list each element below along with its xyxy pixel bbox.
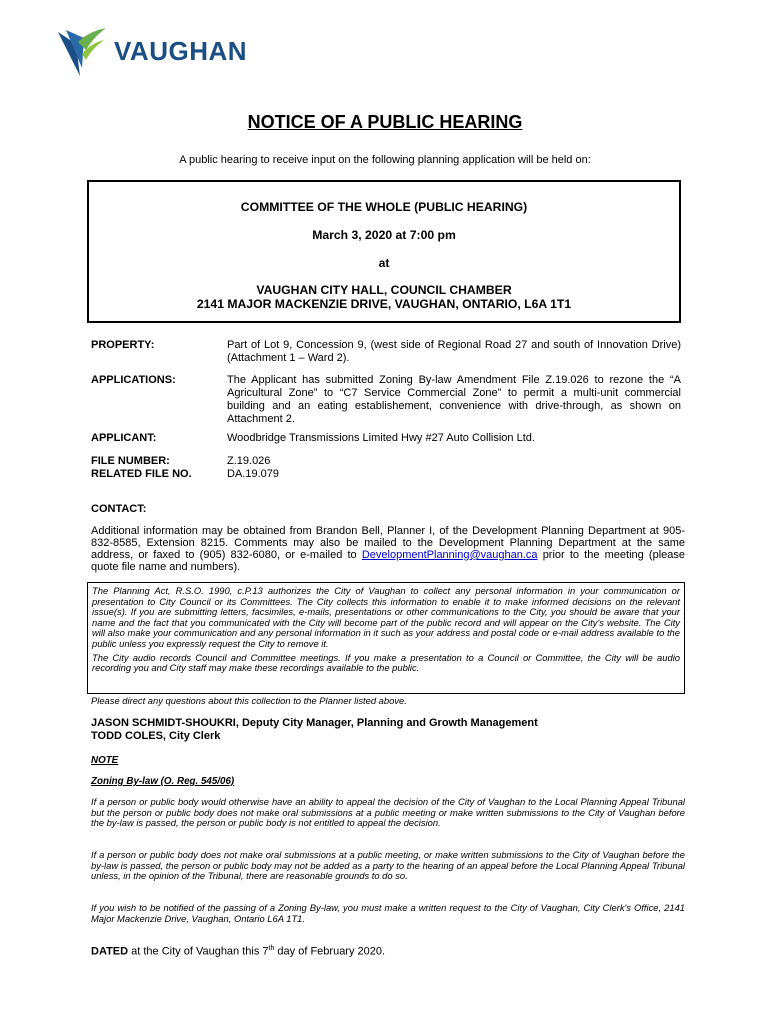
property-value: Part of Lot 9, Concession 9, (west side of Regional Road 27 and south of Innovation Drive) (Attachment 1 – Ward 2). [227, 339, 681, 364]
contact-text [91, 525, 685, 573]
dated-text-2: day of February 2020. [274, 945, 386, 958]
vaughan-logo-mark-icon [56, 24, 112, 80]
applicant-value: Woodbridge Transmissions Limited Hwy #27 Auto Collision Ltd. [227, 432, 535, 444]
committee-name: COMMITTEE OF THE WHOLE (PUBLIC HEARING) [240, 200, 528, 214]
zoning-bylaw-heading: Zoning By-law (O. Reg. 545/06) [91, 776, 235, 787]
related-file-label: RELATED FILE NO. [91, 468, 192, 480]
applications-value: The Applicant has submitted Zoning By-law Amendment File Z.19.026 to rezone the “A Agricultural Zone” to “C7 Service Commercial Zone” to permit a multi-unit commercial building and an eating establishement, convenience with drive-through, as shown on Attachment 2. [227, 374, 681, 425]
vaughan-logo [56, 24, 256, 80]
privacy-paragraph-1: The Planning Act, R.S.O. 1990, c.P.13 authorizes the City of Vaughan to collect any personal information in your communication or presentation to City Council or its Committees. The City collects this information to enable it to make informed decisions on the relevant issue(s). If you are submitting letters, facsimiles, e-mails, presentations or other communications to the City, you should be aware that your name and the fact that you communicated with the City will become part of the public record and will appear on the City's website. The City will also make your communication and any personal information in it such as your address and postal code or e-mail address available to the public unless you expressly request the City to remove it. [92, 585, 680, 649]
intro-text: A public hearing to receive input on the following planning application will be held on: [179, 154, 591, 166]
dated-line [91, 945, 385, 958]
note-heading: NOTE [91, 755, 119, 766]
hearing-details-box [87, 180, 681, 323]
logo-wordmark: VAUGHAN [114, 36, 248, 66]
signer-city-clerk: TODD COLES, City Clerk [91, 730, 221, 742]
contact-label: CONTACT: [91, 503, 147, 515]
privacy-questions-text: Please direct any questions about this collection to the Planner listed above. [91, 695, 407, 706]
applicant-label: APPLICANT: [91, 432, 157, 444]
dated-label: DATED [91, 945, 129, 958]
related-file-value: DA.19.079 [227, 468, 279, 480]
signer-deputy-city-manager: JASON SCHMIDT-SHOUKRI, Deputy City Manager, Planning and Growth Management [91, 717, 538, 729]
note-paragraph-1: If a person or public body would otherwise have an ability to appeal the decision of the City of Vaughan to the Local Planning Appeal Tribunal but the person or public body does not make oral submissions at a public meeting or make written submissions to the City of Vaughan before the by-law is passed, the person or public body is not entitled to appeal the decision. [91, 796, 685, 829]
hearing-address: 2141 MAJOR MACKENZIE DRIVE, VAUGHAN, ONTARIO, L6A 1T1 [196, 297, 572, 311]
contact-text-after: prior to the meeting (please quote file name and numbers). [91, 549, 685, 573]
file-number-value: Z.19.026 [227, 455, 271, 467]
privacy-paragraph-2: The City audio records Council and Committee meetings. If you make a presentation to a Council or Committee, the City will be audio recording you and City staff may make these recordings available to the public. [92, 651, 680, 674]
contact-text-before: Additional information may be obtained from Brandon Bell, Planner I, of the Development Planning Department at 905-832-8585, Extension 8215. Comments may also be mailed to the Development Planning Department at the same address, or faxed to (905) 832-6080, or e-mailed to [91, 525, 685, 561]
applications-label: APPLICATIONS: [91, 374, 176, 386]
hearing-venue: VAUGHAN CITY HALL, COUNCIL CHAMBER [256, 283, 512, 297]
file-number-label: FILE NUMBER: [91, 455, 170, 467]
page-title: NOTICE OF A PUBLIC HEARING [247, 112, 523, 132]
note-paragraph-3: If you wish to be notified of the passing of a Zoning By-law, you must make a written request to the City of Vaughan, City Clerk's Office, 2141 Major Mackenzie Drive, Vaughan, Ontario L6A 1T1. [91, 902, 685, 924]
dated-superscript: th [268, 945, 275, 952]
dated-text-1: at the City of Vaughan this 7 [128, 945, 269, 958]
hearing-datetime: March 3, 2020 at 7:00 pm [312, 228, 456, 242]
property-label: PROPERTY: [91, 339, 155, 351]
contact-email-link[interactable]: DevelopmentPlanning@vaughan.ca [361, 549, 538, 561]
note-paragraph-2: If a person or public body does not make oral submissions at a public meeting, or make written submissions to the City of Vaughan before the by-law is passed, the person or public body may not be added as a party to the hearing of an appeal before the Local Planning Appeal Tribunal unless, in the opinion of the Tribunal, there are reasonable grounds to do so. [91, 849, 685, 882]
hearing-at: at [378, 256, 390, 270]
privacy-notice-box [87, 582, 685, 694]
